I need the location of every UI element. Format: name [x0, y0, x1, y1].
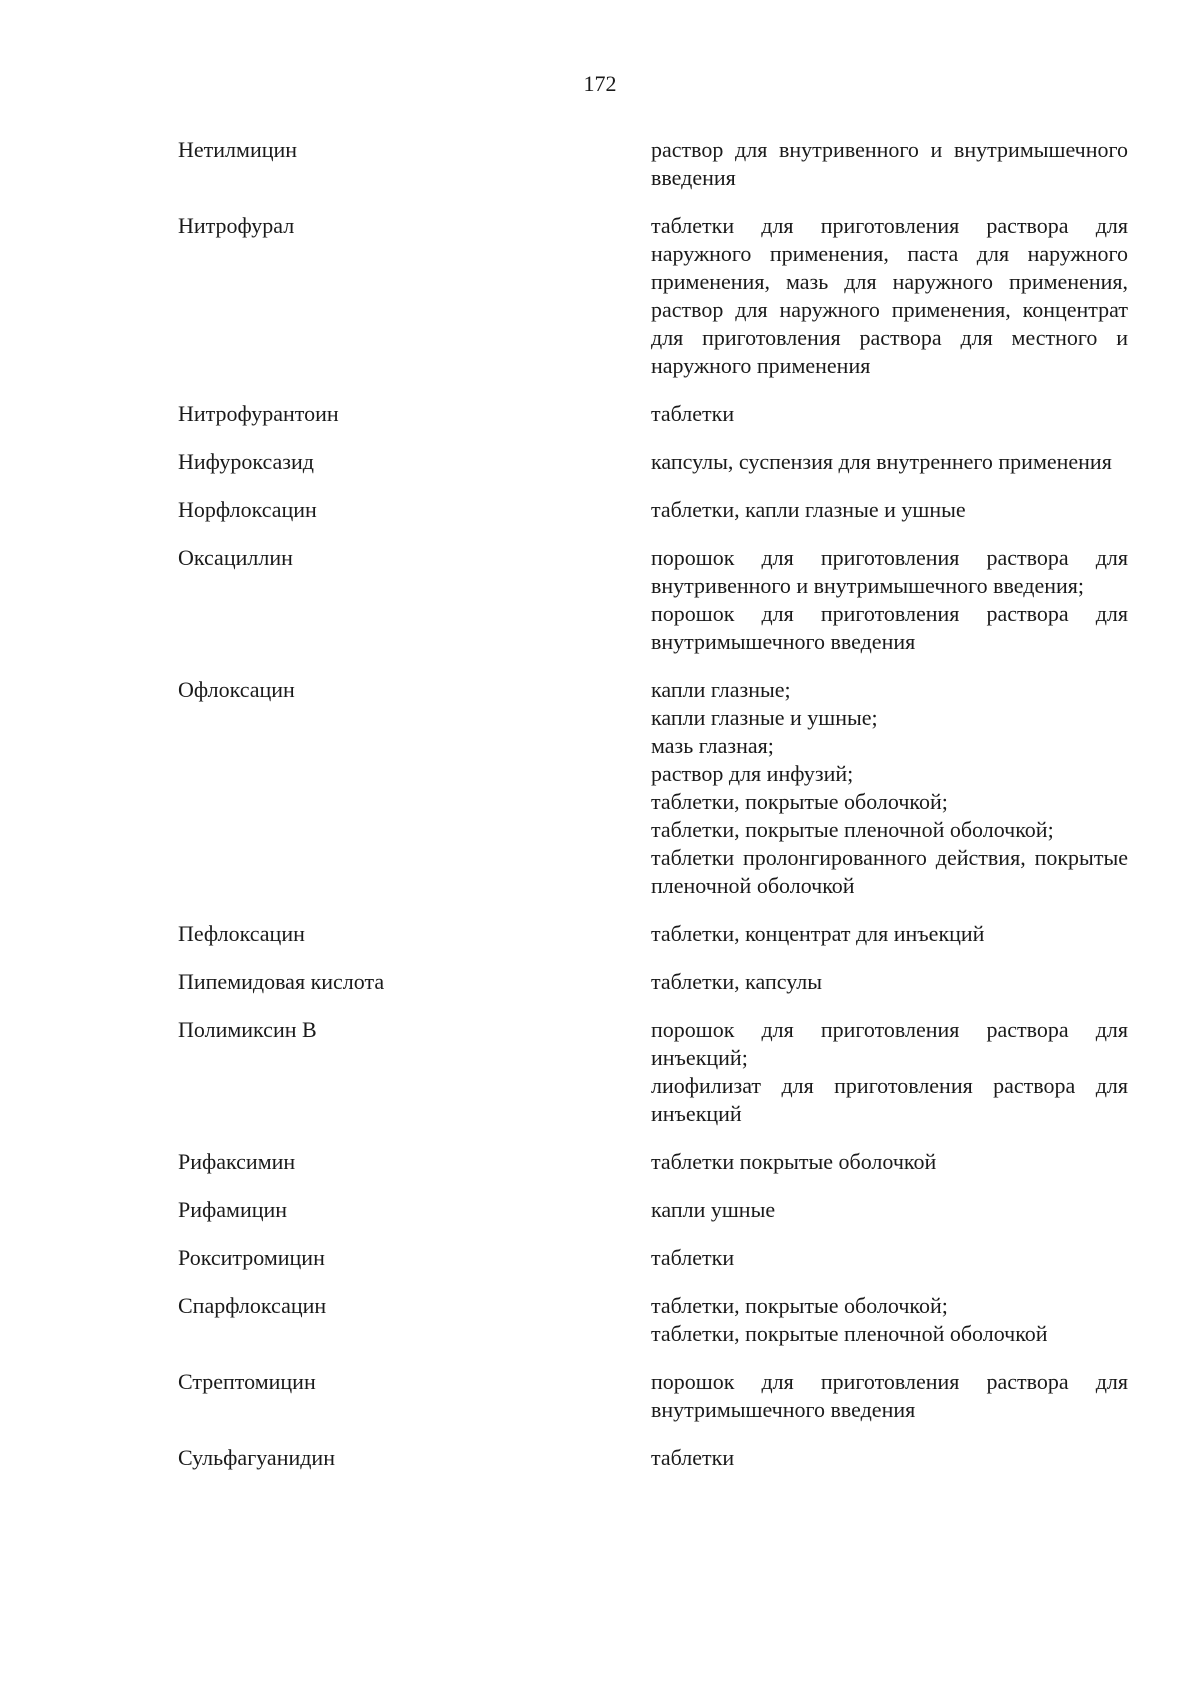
drug-name: Офлоксацин [178, 677, 295, 702]
dosage-form-line: таблетки, покрытые пленочной оболочкой; [651, 817, 1054, 842]
drug-name: Рифамицин [178, 1197, 288, 1222]
drug-entry [178, 1244, 1128, 1272]
drug-forms [651, 1244, 1128, 1272]
drug-forms [651, 496, 1128, 524]
dosage-form-line: раствор для внутривенного и внутримышечного введения [651, 137, 1128, 190]
dosage-form-line: раствор для инфузий; [651, 761, 854, 786]
dosage-form-line: порошок для приготовления раствора для внутримышечного введения [651, 601, 1128, 654]
dosage-form-line: капсулы, суспензия для внутреннего применения [651, 449, 1112, 474]
drug-name: Нетилмицин [178, 137, 298, 162]
drug-entry [178, 448, 1128, 476]
drug-entry [178, 676, 1128, 900]
drug-name: Полимиксин B [178, 1017, 317, 1042]
dosage-form-line: порошок для приготовления раствора для инъекций; [651, 1017, 1128, 1070]
dosage-form-line: таблетки [651, 1445, 735, 1470]
drug-entry [178, 496, 1128, 524]
dosage-form-line: таблетки покрытые оболочкой [651, 1149, 937, 1174]
drug-entry [178, 1148, 1128, 1176]
dosage-form-line: таблетки для приготовления раствора для наружного применения, паста для наружного применения, мазь для наружного применения, раствор для наружного применения, концентрат для приготовления раствора для местного и наружного применения [651, 213, 1128, 378]
dosage-form-line: таблетки, покрытые оболочкой; [651, 789, 948, 814]
drug-forms [651, 1196, 1128, 1224]
drug-name: Спарфлоксацин [178, 1293, 327, 1318]
drug-entry [178, 136, 1128, 192]
dosage-form-line: таблетки, покрытые пленочной оболочкой [651, 1321, 1048, 1346]
dosage-form-line: порошок для приготовления раствора для внутривенного и внутримышечного введения; [651, 545, 1128, 598]
drug-name: Сульфагуанидин [178, 1445, 335, 1470]
drug-forms [651, 968, 1128, 996]
dosage-form-line: капли глазные; [651, 677, 791, 702]
drug-entry [178, 212, 1128, 380]
drug-entry [178, 920, 1128, 948]
drug-forms [651, 676, 1128, 900]
drug-name: Нитрофурал [178, 213, 295, 238]
drug-forms [651, 1368, 1128, 1424]
dosage-form-line: таблетки, капсулы [651, 969, 822, 994]
dosage-form-line: таблетки, капли глазные и ушные [651, 497, 966, 522]
dosage-form-line: таблетки, покрытые оболочкой; [651, 1293, 948, 1318]
drug-entry [178, 400, 1128, 428]
drug-name: Оксациллин [178, 545, 293, 570]
drug-list [178, 136, 1128, 1492]
dosage-form-line: таблетки, концентрат для инъекций [651, 921, 985, 946]
drug-entry [178, 1444, 1128, 1472]
dosage-form-line: капли ушные [651, 1197, 776, 1222]
drug-entry [178, 1016, 1128, 1128]
drug-forms [651, 920, 1128, 948]
drug-forms [651, 136, 1128, 192]
page-number: 172 [583, 71, 617, 96]
drug-entry [178, 1368, 1128, 1424]
drug-forms [651, 448, 1128, 476]
drug-entry [178, 1292, 1128, 1348]
drug-name: Нифуроксазид [178, 449, 314, 474]
drug-forms [651, 1148, 1128, 1176]
drug-name: Рифаксимин [178, 1149, 296, 1174]
drug-forms [651, 544, 1128, 656]
drug-forms [651, 1444, 1128, 1472]
drug-forms [651, 212, 1128, 380]
dosage-form-line: капли глазные и ушные; [651, 705, 878, 730]
dosage-form-line: таблетки [651, 401, 735, 426]
drug-name: Пипемидовая кислота [178, 969, 385, 994]
dosage-form-line: таблетки [651, 1245, 735, 1270]
drug-name: Норфлоксацин [178, 497, 317, 522]
drug-entry [178, 1196, 1128, 1224]
dosage-form-line: таблетки пролонгированного действия, покрытые пленочной оболочкой [651, 845, 1128, 898]
drug-forms [651, 400, 1128, 428]
drug-name: Нитрофурантоин [178, 401, 339, 426]
drug-name: Стрептомицин [178, 1369, 316, 1394]
drug-forms [651, 1292, 1128, 1348]
drug-name: Рокситромицин [178, 1245, 325, 1270]
dosage-form-line: порошок для приготовления раствора для внутримышечного введения [651, 1369, 1128, 1422]
drug-name: Пефлоксацин [178, 921, 305, 946]
drug-entry [178, 968, 1128, 996]
dosage-form-line: лиофилизат для приготовления раствора для инъекций [651, 1073, 1128, 1126]
drug-entry [178, 544, 1128, 656]
dosage-form-line: мазь глазная; [651, 733, 774, 758]
drug-forms [651, 1016, 1128, 1128]
